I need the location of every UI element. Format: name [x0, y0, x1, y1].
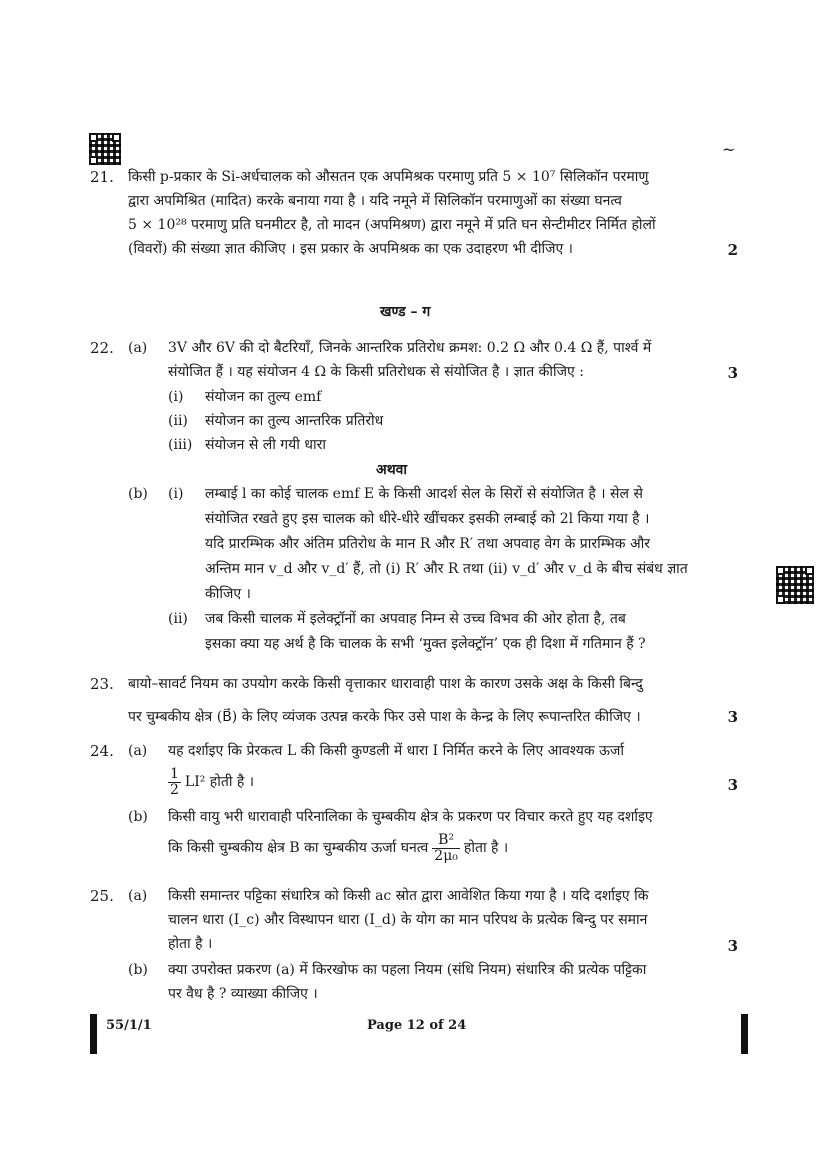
q23-number: 23.	[90, 675, 114, 693]
q22-b-label: (b)	[128, 486, 148, 502]
q24-a-line-2	[164, 766, 254, 798]
q22-or: अथवा	[376, 462, 408, 478]
footer-page-number: Page 12 of 24	[367, 1018, 467, 1033]
q22-b-i-line-1: लम्बाई l का कोई चालक emf E के किसी आदर्श सेल के सिरों से संयोजित है । सेल से	[205, 486, 643, 502]
q22-b-ii-line-2: इसका क्या यह अर्थ है कि चालक के सभी ‘मुक्त इलेक्ट्रॉन’ एक ही दिशा में गतिमान हैं ?	[205, 636, 646, 652]
q25-a-line-3: होता है ।	[168, 936, 213, 952]
q22-a-ii-label: (ii)	[168, 413, 188, 429]
q25-b-line-1: क्या उपरोक्त प्रकरण (a) में किरखोफ का पहला नियम (संधि नियम) संधारित्र की प्रत्येक पट्टिका	[168, 962, 647, 978]
q25-b-label: (b)	[128, 962, 148, 978]
q24-b-frac-den: 2μ₀	[434, 847, 458, 864]
q21-line-3: 5 × 10²⁸ परमाणु प्रति घनमीटर है, तो मादन (अपमिश्रण) द्वारा नमूने में प्रति घन सेन्टीमीटर निर्मित होलों	[128, 217, 656, 233]
q24-b-line-2-post: होता है ।	[463, 840, 509, 856]
q24-a-line-1: यह दर्शाइए कि प्रेरकत्व L की किसी कुण्डली में धारा I निर्मित करने के लिए आवश्यक ऊर्जा	[168, 743, 625, 759]
q23-line-1: बायो–सावर्ट नियम का उपयोग करके किसी वृत्ताकार धारावाही पाश के कारण उसके अक्ष के किसी बिन्दु	[128, 676, 643, 692]
q24-b-line-1: किसी वायु भरी धारावाही परिनालिका के चुम्बकीय क्षेत्र के प्रकरण पर विचार करते हुए यह दर्शाइए	[168, 809, 653, 825]
q22-b-i-line-4: अन्तिम मान v_d और v_d′ हैं, तो (i) R′ और R तथा (ii) v_d′ और v_d के बीच संबंध ज्ञात	[205, 561, 688, 577]
q22-b-i-line-3: यदि प्रारम्भिक और अंतिम प्रतिरोध के मान R और R′ तथा अपवाह वेग के प्रारम्भिक और	[205, 536, 651, 552]
q21-line-4: (विवरों) की संख्या ज्ञात कीजिए । इस प्रकार के अपमिश्रक का एक उदाहरण भी दीजिए ।	[128, 241, 573, 257]
q25-number: 25.	[90, 887, 114, 905]
q22-a-line-1: 3V और 6V की दो बैटरियाँ, जिनके आन्तरिक प्रतिरोध क्रमश: 0.2 Ω और 0.4 Ω हैं, पार्श्व में	[168, 340, 652, 356]
q24-a-frac-den: 2	[170, 781, 179, 798]
q25-a-marks: 3	[727, 937, 738, 955]
q22-a-label: (a)	[128, 340, 148, 356]
footer-right-bar	[741, 1014, 748, 1054]
q22-a-i-text: संयोजन का तुल्य emf	[205, 389, 322, 405]
q24-b-line-2-pre: कि किसी चुम्बकीय क्षेत्र B का चुम्बकीय ऊर्जा घनत्व	[168, 840, 429, 856]
q22-a-line-2: संयोजित हैं । यह संयोजन 4 Ω के किसी प्रतिरोधक से संयोजित है । ज्ञात कीजिए :	[168, 364, 584, 380]
q23-marks: 3	[727, 708, 738, 726]
q25-a-line-2: चालन धारा (I_c) और विस्थापन धारा (I_d) के योग का मान परिपथ के प्रत्येक बिन्दु पर समान	[168, 912, 648, 928]
q22-b-i-line-5: कीजिए ।	[205, 586, 251, 602]
q24-a-frac-num: 1	[170, 765, 179, 782]
q22-a-ii-text: संयोजन का तुल्य आन्तरिक प्रतिरोध	[205, 413, 384, 429]
q25-a-line-1: किसी समान्तर पट्टिका संधारित्र को किसी ac स्रोत द्वारा आवेशित किया गया है । यदि दर्शाइए कि	[168, 888, 649, 904]
q25-a-label: (a)	[128, 888, 148, 904]
q24-a-label: (a)	[128, 743, 148, 759]
q22-b-i-label: (i)	[168, 486, 184, 502]
q22-a-iii-label: (iii)	[168, 437, 193, 453]
q23-line-2: पर चुम्बकीय क्षेत्र (B⃗) के लिए व्यंजक उत्पन्न करके फिर उसे पाश के केन्द्र के लिए रूपान्तरित कीजिए ।	[128, 709, 641, 725]
qr-code-right-margin	[776, 566, 814, 604]
q21-line-1: किसी p-प्रकार के Si-अर्धचालक को औसतन एक अपमिश्रक परमाणु प्रति 5 × 10⁷ सिलिकॉन परमाणु	[128, 169, 649, 185]
q24-a-fraction	[168, 767, 181, 798]
q22-b-ii-label: (ii)	[168, 611, 188, 627]
q24-a-line-2-text: LI² होती है ।	[184, 774, 255, 790]
q24-b-frac-num: B²	[432, 833, 460, 849]
q24-a-marks: 3	[727, 776, 738, 794]
q22-b-i-line-2: संयोजित रखते हुए इस चालक को धीरे-धीरे खींचकर इसकी लम्बाई को 2l किया गया है ।	[205, 511, 650, 527]
q24-b-label: (b)	[128, 809, 148, 825]
header-tilde: ~	[722, 140, 736, 159]
qr-code-top-left	[89, 133, 121, 165]
q22-a-marks: 3	[727, 364, 738, 382]
q22-b-ii-line-1: जब किसी चालक में इलेक्ट्रॉनों का अपवाह निम्न से उच्च विभव की ओर होता है, तब	[205, 611, 626, 627]
q25-b-line-2: पर वैध है ? व्याख्या कीजिए ।	[168, 986, 318, 1002]
section-title: खण्ड – ग	[380, 304, 431, 320]
q21-line-2: द्वारा अपमिश्रित (मादित) करके बनाया गया है । यदि नमूने में सिलिकॉन परमाणुओं का संख्या घनत्व	[128, 193, 622, 209]
q24-b-fraction	[432, 833, 460, 864]
q22-number: 22.	[90, 339, 114, 357]
footer-paper-code: 55/1/1	[106, 1018, 152, 1033]
q24-number: 24.	[90, 742, 114, 760]
q22-a-i-label: (i)	[168, 389, 184, 405]
q22-a-iii-text: संयोजन से ली गयी धारा	[205, 437, 326, 453]
footer-left-bar	[90, 1014, 97, 1054]
q21-number: 21.	[90, 168, 114, 186]
q21-marks: 2	[727, 241, 738, 259]
q24-b-line-2	[168, 830, 508, 866]
